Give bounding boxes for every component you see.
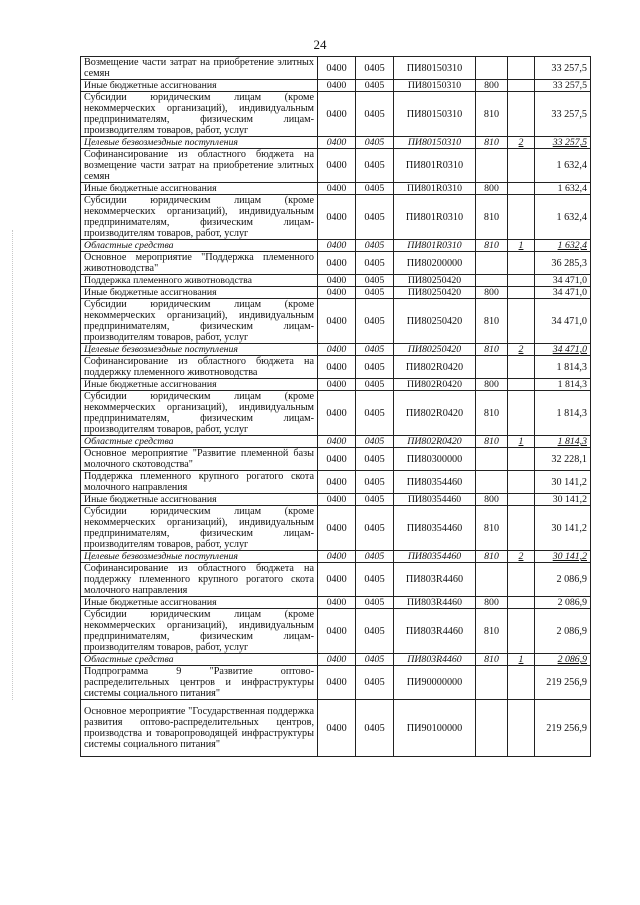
cell-expense-type: 810 bbox=[476, 654, 508, 666]
cell-row-name: Софинансирование из областного бюджета на поддержку племенного животноводства bbox=[81, 356, 318, 379]
cell-section-code: 0400 bbox=[318, 92, 356, 137]
cell-target-article: ПИ803R4460 bbox=[394, 563, 476, 597]
cell-amount: 1 632,4 bbox=[535, 149, 591, 183]
cell-amount: 33 257,5 bbox=[535, 92, 591, 137]
cell-subsection-code: 0405 bbox=[356, 275, 394, 287]
cell-row-name: Целевые безвозмездные поступления bbox=[81, 137, 318, 149]
cell-subsection-code: 0405 bbox=[356, 506, 394, 551]
cell-target-article: ПИ80150310 bbox=[394, 80, 476, 92]
cell-section-code: 0400 bbox=[318, 654, 356, 666]
cell-target-article: ПИ803R4460 bbox=[394, 609, 476, 654]
cell-expense-type: 810 bbox=[476, 195, 508, 240]
cell-section-code: 0400 bbox=[318, 183, 356, 195]
cell-expense-type bbox=[476, 563, 508, 597]
cell-funding-source: 1 bbox=[508, 654, 535, 666]
cell-section-code: 0400 bbox=[318, 137, 356, 149]
cell-subsection-code: 0405 bbox=[356, 92, 394, 137]
table-row bbox=[81, 252, 591, 275]
cell-funding-source bbox=[508, 391, 535, 436]
table-row bbox=[81, 666, 591, 700]
cell-amount: 32 228,1 bbox=[535, 448, 591, 471]
cell-row-name: Субсидии юридическим лицам (кроме некоммерческих организаций), индивидуальным предпринимателям, физическим лицам-производителям товаров, работ, услуг bbox=[81, 195, 318, 240]
cell-section-code: 0400 bbox=[318, 57, 356, 80]
cell-subsection-code: 0405 bbox=[356, 344, 394, 356]
cell-subsection-code: 0405 bbox=[356, 80, 394, 92]
cell-subsection-code: 0405 bbox=[356, 551, 394, 563]
cell-subsection-code: 0405 bbox=[356, 654, 394, 666]
cell-target-article: ПИ80150310 bbox=[394, 92, 476, 137]
cell-amount: 1 814,3 bbox=[535, 436, 591, 448]
cell-target-article: ПИ802R0420 bbox=[394, 356, 476, 379]
cell-target-article: ПИ803R4460 bbox=[394, 597, 476, 609]
cell-subsection-code: 0405 bbox=[356, 137, 394, 149]
cell-subsection-code: 0405 bbox=[356, 448, 394, 471]
cell-target-article: ПИ802R0420 bbox=[394, 379, 476, 391]
budget-table bbox=[80, 56, 591, 757]
cell-funding-source bbox=[508, 275, 535, 287]
cell-funding-source bbox=[508, 609, 535, 654]
cell-amount: 2 086,9 bbox=[535, 654, 591, 666]
cell-section-code: 0400 bbox=[318, 551, 356, 563]
cell-funding-source bbox=[508, 57, 535, 80]
table-row bbox=[81, 183, 591, 195]
cell-amount: 1 814,3 bbox=[535, 391, 591, 436]
table-row bbox=[81, 344, 591, 356]
cell-funding-source bbox=[508, 597, 535, 609]
cell-row-name: Иные бюджетные ассигнования bbox=[81, 80, 318, 92]
cell-section-code: 0400 bbox=[318, 448, 356, 471]
cell-row-name: Основное мероприятие "Государственная поддержка развития оптово-распределительных центров, производства и товаропроводящей инфраструктуры системы социального питания" bbox=[81, 700, 318, 757]
cell-expense-type bbox=[476, 471, 508, 494]
cell-expense-type: 810 bbox=[476, 344, 508, 356]
cell-expense-type: 810 bbox=[476, 240, 508, 252]
cell-section-code: 0400 bbox=[318, 252, 356, 275]
cell-row-name: Субсидии юридическим лицам (кроме некоммерческих организаций), индивидуальным предпринимателям, физическим лицам-производителям товаров, работ, услуг bbox=[81, 506, 318, 551]
cell-subsection-code: 0405 bbox=[356, 183, 394, 195]
cell-expense-type: 810 bbox=[476, 299, 508, 344]
cell-amount: 33 257,5 bbox=[535, 137, 591, 149]
cell-funding-source bbox=[508, 299, 535, 344]
cell-subsection-code: 0405 bbox=[356, 149, 394, 183]
cell-section-code: 0400 bbox=[318, 287, 356, 299]
cell-funding-source bbox=[508, 183, 535, 195]
cell-target-article: ПИ90100000 bbox=[394, 700, 476, 757]
cell-target-article: ПИ801R0310 bbox=[394, 195, 476, 240]
cell-expense-type: 810 bbox=[476, 506, 508, 551]
cell-subsection-code: 0405 bbox=[356, 299, 394, 344]
cell-subsection-code: 0405 bbox=[356, 356, 394, 379]
table-row bbox=[81, 356, 591, 379]
cell-row-name: Целевые безвозмездные поступления bbox=[81, 344, 318, 356]
cell-target-article: ПИ80250420 bbox=[394, 299, 476, 344]
table-row bbox=[81, 149, 591, 183]
cell-funding-source bbox=[508, 252, 535, 275]
cell-expense-type bbox=[476, 57, 508, 80]
table-row bbox=[81, 391, 591, 436]
cell-expense-type: 810 bbox=[476, 436, 508, 448]
cell-row-name: Иные бюджетные ассигнования bbox=[81, 287, 318, 299]
cell-row-name: Основное мероприятие "Поддержка племенного животноводства" bbox=[81, 252, 318, 275]
cell-row-name: Иные бюджетные ассигнования bbox=[81, 379, 318, 391]
cell-target-article: ПИ90000000 bbox=[394, 666, 476, 700]
cell-funding-source bbox=[508, 287, 535, 299]
cell-row-name: Областные средства bbox=[81, 654, 318, 666]
cell-section-code: 0400 bbox=[318, 240, 356, 252]
cell-expense-type bbox=[476, 700, 508, 757]
cell-expense-type: 810 bbox=[476, 391, 508, 436]
table-row bbox=[81, 609, 591, 654]
cell-amount: 219 256,9 bbox=[535, 666, 591, 700]
cell-subsection-code: 0405 bbox=[356, 252, 394, 275]
cell-subsection-code: 0405 bbox=[356, 240, 394, 252]
cell-expense-type: 800 bbox=[476, 597, 508, 609]
cell-row-name: Субсидии юридическим лицам (кроме некоммерческих организаций), индивидуальным предпринимателям, физическим лицам-производителям товаров, работ, услуг bbox=[81, 609, 318, 654]
table-row bbox=[81, 494, 591, 506]
cell-target-article: ПИ80250420 bbox=[394, 275, 476, 287]
cell-amount: 1 632,4 bbox=[535, 240, 591, 252]
cell-expense-type: 810 bbox=[476, 92, 508, 137]
cell-target-article: ПИ80250420 bbox=[394, 344, 476, 356]
table-row bbox=[81, 287, 591, 299]
cell-section-code: 0400 bbox=[318, 597, 356, 609]
table-row bbox=[81, 563, 591, 597]
cell-subsection-code: 0405 bbox=[356, 195, 394, 240]
cell-amount: 30 141,2 bbox=[535, 551, 591, 563]
cell-funding-source bbox=[508, 149, 535, 183]
cell-amount: 30 141,2 bbox=[535, 506, 591, 551]
cell-funding-source bbox=[508, 471, 535, 494]
cell-expense-type bbox=[476, 448, 508, 471]
cell-target-article: ПИ80150310 bbox=[394, 137, 476, 149]
table-row bbox=[81, 137, 591, 149]
cell-row-name: Иные бюджетные ассигнования bbox=[81, 183, 318, 195]
table-row bbox=[81, 597, 591, 609]
cell-amount: 30 141,2 bbox=[535, 494, 591, 506]
cell-section-code: 0400 bbox=[318, 666, 356, 700]
cell-row-name: Софинансирование из областного бюджета на поддержку племенного крупного рогатого скота молочного направления bbox=[81, 563, 318, 597]
cell-funding-source: 2 bbox=[508, 551, 535, 563]
table-row bbox=[81, 379, 591, 391]
cell-funding-source bbox=[508, 700, 535, 757]
cell-section-code: 0400 bbox=[318, 379, 356, 391]
cell-expense-type: 800 bbox=[476, 183, 508, 195]
cell-section-code: 0400 bbox=[318, 506, 356, 551]
cell-subsection-code: 0405 bbox=[356, 471, 394, 494]
table-row bbox=[81, 275, 591, 287]
table-row bbox=[81, 654, 591, 666]
cell-funding-source bbox=[508, 563, 535, 597]
cell-amount: 34 471,0 bbox=[535, 275, 591, 287]
cell-expense-type: 800 bbox=[476, 494, 508, 506]
table-row bbox=[81, 448, 591, 471]
cell-amount: 1 632,4 bbox=[535, 195, 591, 240]
cell-row-name: Субсидии юридическим лицам (кроме некоммерческих организаций), индивидуальным предпринимателям, физическим лицам-производителям товаров, работ, услуг bbox=[81, 92, 318, 137]
cell-row-name: Иные бюджетные ассигнования bbox=[81, 494, 318, 506]
cell-row-name: Софинансирование из областного бюджета на возмещение части затрат на приобретение элитных семян bbox=[81, 149, 318, 183]
table-row bbox=[81, 240, 591, 252]
budget-table-body bbox=[81, 57, 591, 757]
cell-subsection-code: 0405 bbox=[356, 391, 394, 436]
cell-funding-source bbox=[508, 80, 535, 92]
cell-target-article: ПИ80150310 bbox=[394, 57, 476, 80]
cell-subsection-code: 0405 bbox=[356, 57, 394, 80]
table-row bbox=[81, 436, 591, 448]
scan-edge-mark bbox=[12, 230, 13, 700]
cell-amount: 34 471,0 bbox=[535, 344, 591, 356]
cell-expense-type bbox=[476, 356, 508, 379]
cell-amount: 1 632,4 bbox=[535, 183, 591, 195]
cell-row-name: Иные бюджетные ассигнования bbox=[81, 597, 318, 609]
cell-funding-source bbox=[508, 448, 535, 471]
cell-target-article: ПИ80200000 bbox=[394, 252, 476, 275]
cell-target-article: ПИ80354460 bbox=[394, 494, 476, 506]
cell-funding-source: 1 bbox=[508, 436, 535, 448]
cell-target-article: ПИ801R0310 bbox=[394, 183, 476, 195]
cell-subsection-code: 0405 bbox=[356, 609, 394, 654]
cell-section-code: 0400 bbox=[318, 356, 356, 379]
cell-section-code: 0400 bbox=[318, 299, 356, 344]
cell-section-code: 0400 bbox=[318, 275, 356, 287]
table-row bbox=[81, 551, 591, 563]
cell-funding-source bbox=[508, 356, 535, 379]
cell-section-code: 0400 bbox=[318, 149, 356, 183]
cell-section-code: 0400 bbox=[318, 494, 356, 506]
table-row bbox=[81, 700, 591, 757]
cell-funding-source bbox=[508, 506, 535, 551]
cell-target-article: ПИ803R4460 bbox=[394, 654, 476, 666]
cell-target-article: ПИ80354460 bbox=[394, 471, 476, 494]
cell-subsection-code: 0405 bbox=[356, 436, 394, 448]
cell-subsection-code: 0405 bbox=[356, 597, 394, 609]
cell-target-article: ПИ802R0420 bbox=[394, 391, 476, 436]
cell-row-name: Субсидии юридическим лицам (кроме некоммерческих организаций), индивидуальным предпринимателям, физическим лицам-производителям товаров, работ, услуг bbox=[81, 391, 318, 436]
table-row bbox=[81, 471, 591, 494]
cell-subsection-code: 0405 bbox=[356, 494, 394, 506]
cell-amount: 33 257,5 bbox=[535, 80, 591, 92]
cell-row-name: Поддержка племенного крупного рогатого скота молочного направления bbox=[81, 471, 318, 494]
cell-funding-source bbox=[508, 195, 535, 240]
cell-target-article: ПИ801R0310 bbox=[394, 240, 476, 252]
cell-amount: 30 141,2 bbox=[535, 471, 591, 494]
cell-target-article: ПИ802R0420 bbox=[394, 436, 476, 448]
cell-target-article: ПИ80354460 bbox=[394, 506, 476, 551]
cell-amount: 1 814,3 bbox=[535, 356, 591, 379]
page-number: 24 bbox=[313, 37, 327, 52]
cell-amount: 33 257,5 bbox=[535, 57, 591, 80]
cell-funding-source: 1 bbox=[508, 240, 535, 252]
cell-section-code: 0400 bbox=[318, 391, 356, 436]
cell-amount: 2 086,9 bbox=[535, 597, 591, 609]
cell-section-code: 0400 bbox=[318, 195, 356, 240]
table-row bbox=[81, 506, 591, 551]
cell-section-code: 0400 bbox=[318, 471, 356, 494]
cell-row-name: Областные средства bbox=[81, 240, 318, 252]
cell-funding-source: 2 bbox=[508, 137, 535, 149]
cell-row-name: Областные средства bbox=[81, 436, 318, 448]
cell-expense-type: 800 bbox=[476, 379, 508, 391]
cell-expense-type: 800 bbox=[476, 80, 508, 92]
cell-expense-type: 810 bbox=[476, 137, 508, 149]
cell-funding-source bbox=[508, 666, 535, 700]
cell-expense-type bbox=[476, 666, 508, 700]
cell-amount: 34 471,0 bbox=[535, 287, 591, 299]
cell-target-article: ПИ801R0310 bbox=[394, 149, 476, 183]
cell-row-name: Целевые безвозмездные поступления bbox=[81, 551, 318, 563]
table-row bbox=[81, 57, 591, 80]
cell-row-name: Поддержка племенного животноводства bbox=[81, 275, 318, 287]
cell-subsection-code: 0405 bbox=[356, 666, 394, 700]
cell-funding-source: 2 bbox=[508, 344, 535, 356]
cell-amount: 36 285,3 bbox=[535, 252, 591, 275]
cell-subsection-code: 0405 bbox=[356, 287, 394, 299]
cell-expense-type: 810 bbox=[476, 609, 508, 654]
cell-expense-type: 810 bbox=[476, 551, 508, 563]
cell-row-name: Подпрограмма 9 "Развитие оптово-распределительных центров и инфраструктуры системы социального питания" bbox=[81, 666, 318, 700]
cell-amount: 2 086,9 bbox=[535, 563, 591, 597]
cell-expense-type: 800 bbox=[476, 287, 508, 299]
table-row bbox=[81, 195, 591, 240]
cell-subsection-code: 0405 bbox=[356, 700, 394, 757]
cell-section-code: 0400 bbox=[318, 700, 356, 757]
cell-expense-type bbox=[476, 275, 508, 287]
table-row bbox=[81, 80, 591, 92]
cell-subsection-code: 0405 bbox=[356, 563, 394, 597]
cell-amount: 1 814,3 bbox=[535, 379, 591, 391]
cell-section-code: 0400 bbox=[318, 344, 356, 356]
cell-target-article: ПИ80354460 bbox=[394, 551, 476, 563]
cell-expense-type bbox=[476, 149, 508, 183]
cell-section-code: 0400 bbox=[318, 609, 356, 654]
table-row bbox=[81, 299, 591, 344]
cell-target-article: ПИ80250420 bbox=[394, 287, 476, 299]
cell-amount: 2 086,9 bbox=[535, 609, 591, 654]
cell-funding-source bbox=[508, 494, 535, 506]
cell-section-code: 0400 bbox=[318, 436, 356, 448]
cell-row-name: Основное мероприятие "Развитие племенной базы молочного скотоводства" bbox=[81, 448, 318, 471]
cell-section-code: 0400 bbox=[318, 80, 356, 92]
cell-row-name: Субсидии юридическим лицам (кроме некоммерческих организаций), индивидуальным предпринимателям, физическим лицам-производителям товаров, работ, услуг bbox=[81, 299, 318, 344]
cell-target-article: ПИ80300000 bbox=[394, 448, 476, 471]
table-row bbox=[81, 92, 591, 137]
cell-row-name: Возмещение части затрат на приобретение элитных семян bbox=[81, 57, 318, 80]
cell-funding-source bbox=[508, 92, 535, 137]
cell-section-code: 0400 bbox=[318, 563, 356, 597]
cell-amount: 34 471,0 bbox=[535, 299, 591, 344]
cell-expense-type bbox=[476, 252, 508, 275]
cell-funding-source bbox=[508, 379, 535, 391]
cell-subsection-code: 0405 bbox=[356, 379, 394, 391]
cell-amount: 219 256,9 bbox=[535, 700, 591, 757]
